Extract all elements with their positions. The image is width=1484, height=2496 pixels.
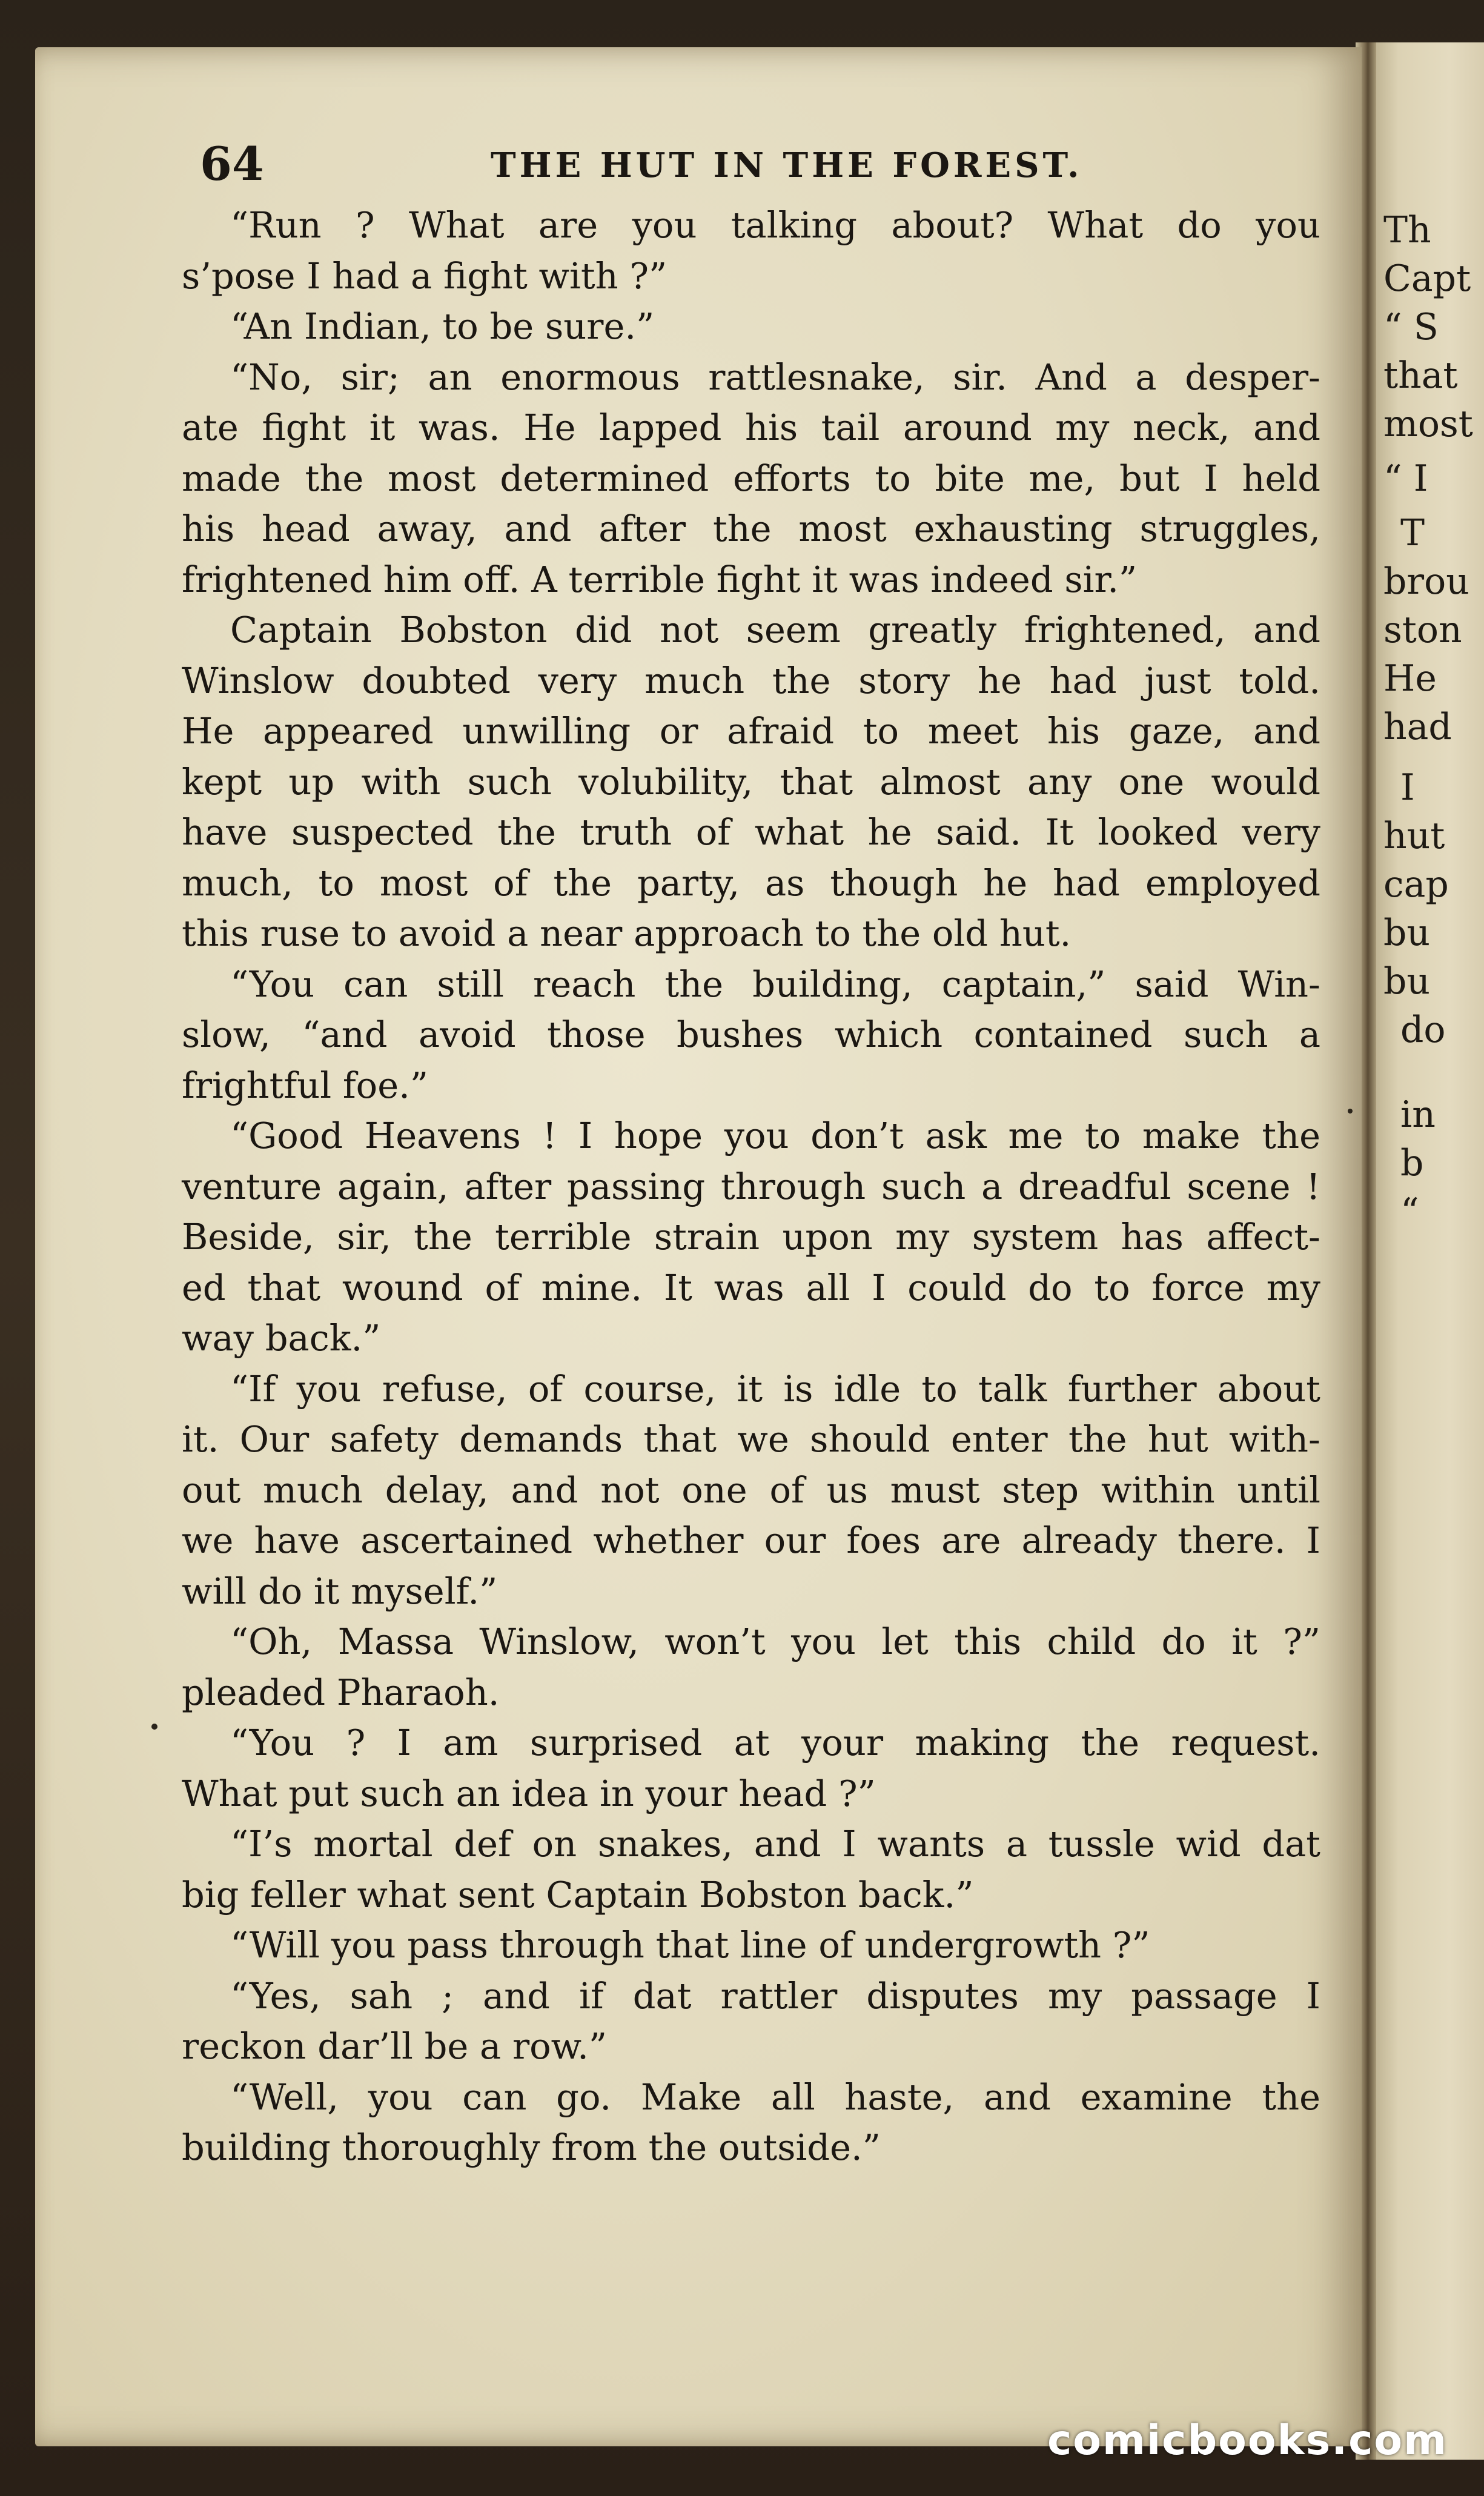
text-line: we have ascertained whether our foes are already there. I <box>182 1519 1320 1561</box>
facing-page-fragment: bu <box>1383 960 1431 1003</box>
text-line: “I’s mortal def on snakes, and I wants a tussle wid dat <box>230 1823 1320 1865</box>
text-line: He appeared unwilling or afraid to meet his gaze, and <box>182 710 1320 752</box>
facing-page-fragment: Capt <box>1383 257 1471 300</box>
text-line: What put such an idea in your head ?” <box>182 1772 876 1814</box>
text-line: have suspected the truth of what he said. It looked very <box>182 811 1320 853</box>
text-line: “Yes, sah ; and if dat rattler disputes my passage I <box>230 1974 1320 2017</box>
ink-speck <box>1348 1109 1353 1114</box>
facing-page-fragment: T <box>1400 512 1425 554</box>
text-line: pleaded Pharaoh. <box>182 1671 500 1713</box>
running-head: THE HUT IN THE FOREST. <box>491 145 1083 185</box>
facing-page-fragment: hut <box>1383 815 1445 857</box>
facing-page-fragment: brou <box>1383 560 1469 603</box>
text-line: “Will you pass through that line of undergrowth ?” <box>230 1924 1150 1966</box>
facing-page-fragment: “ <box>1400 1190 1419 1233</box>
facing-page-fragment: I <box>1400 766 1415 809</box>
text-line: “If you refuse, of course, it is idle to talk further about <box>230 1367 1320 1410</box>
text-line: will do it myself.” <box>182 1570 498 1612</box>
text-line: venture again, after passing through such a dreadful scene ! <box>182 1165 1320 1207</box>
facing-page <box>1370 42 1484 2460</box>
ink-speck <box>151 1724 157 1730</box>
facing-page-fragment: bu <box>1383 912 1431 954</box>
facing-page-fragment: He <box>1383 657 1437 700</box>
facing-page-fragment: ston <box>1383 609 1462 651</box>
facing-page-fragment: Th <box>1383 209 1431 251</box>
facing-page-fragment: “ S <box>1383 306 1439 348</box>
text-line: frightened him off. A terrible fight it was indeed sir.” <box>182 558 1138 600</box>
text-line: “Run ? What are you talking about? What do you <box>230 204 1320 246</box>
text-line: ed that wound of mine. It was all I could do to force my <box>182 1266 1320 1309</box>
facing-page-fragment: in <box>1400 1094 1436 1136</box>
text-line: Captain Bobston did not seem greatly frightened, and <box>230 609 1320 651</box>
facing-page-fragment: most <box>1383 403 1473 445</box>
facing-page-fragment: that <box>1383 354 1458 397</box>
watermark: comicbooks.com <box>1047 2417 1448 2464</box>
text-line: slow, “and avoid those bushes which contained such a <box>182 1014 1320 1055</box>
text-line: kept up with such volubility, that almost any one would <box>182 760 1320 803</box>
text-line: “No, sir; an enormous rattlesnake, sir. And a desper- <box>230 356 1320 398</box>
text-line: made the most determined efforts to bite me, but I held <box>182 457 1320 499</box>
text-line: it. Our safety demands that we should enter the hut with- <box>182 1418 1320 1460</box>
text-line: “You can still reach the building, captain,” said Win- <box>230 963 1320 1005</box>
text-line: his head away, and after the most exhausting struggles, <box>182 508 1320 549</box>
text-line: s’pose I had a fight with ?” <box>182 254 667 297</box>
text-line: “An Indian, to be sure.” <box>230 305 655 347</box>
text-line: Winslow doubted very much the story he had just told. <box>182 659 1320 702</box>
text-line: “Well, you can go. Make all haste, and examine the <box>230 2076 1320 2118</box>
text-line: frightful foe.” <box>182 1064 429 1106</box>
body-text <box>182 200 1320 2199</box>
facing-page-fragment: “ I <box>1383 457 1428 500</box>
facing-page-fragment: do <box>1400 1009 1446 1051</box>
text-line: “Good Heavens ! I hope you don’t ask me to make the <box>230 1115 1320 1157</box>
page-number: 64 <box>200 137 264 191</box>
text-line: way back.” <box>182 1317 381 1359</box>
text-line: out much delay, and not one of us must step within until <box>182 1469 1320 1511</box>
facing-page-fragment: cap <box>1383 863 1449 906</box>
page-header <box>200 137 1320 191</box>
text-line: Beside, sir, the terrible strain upon my system has affect- <box>182 1216 1320 1258</box>
facing-page-fragment: had <box>1383 706 1452 748</box>
text-line: “You ? I am surprised at your making the request. <box>230 1722 1320 1764</box>
text-line: “Oh, Massa Winslow, won’t you let this child do it ?” <box>230 1621 1320 1662</box>
text-line: ate fight it was. He lapped his tail around my neck, and <box>182 407 1320 448</box>
text-line: much, to most of the party, as though he had employed <box>182 861 1320 904</box>
facing-page-fragment: b <box>1400 1142 1424 1184</box>
text-line: big feller what sent Captain Bobston back.” <box>182 1873 974 1916</box>
text-line: this ruse to avoid a near approach to the old hut. <box>182 912 1072 954</box>
text-line: building thoroughly from the outside.” <box>182 2126 881 2168</box>
text-line: reckon dar’ll be a row.” <box>182 2025 608 2067</box>
